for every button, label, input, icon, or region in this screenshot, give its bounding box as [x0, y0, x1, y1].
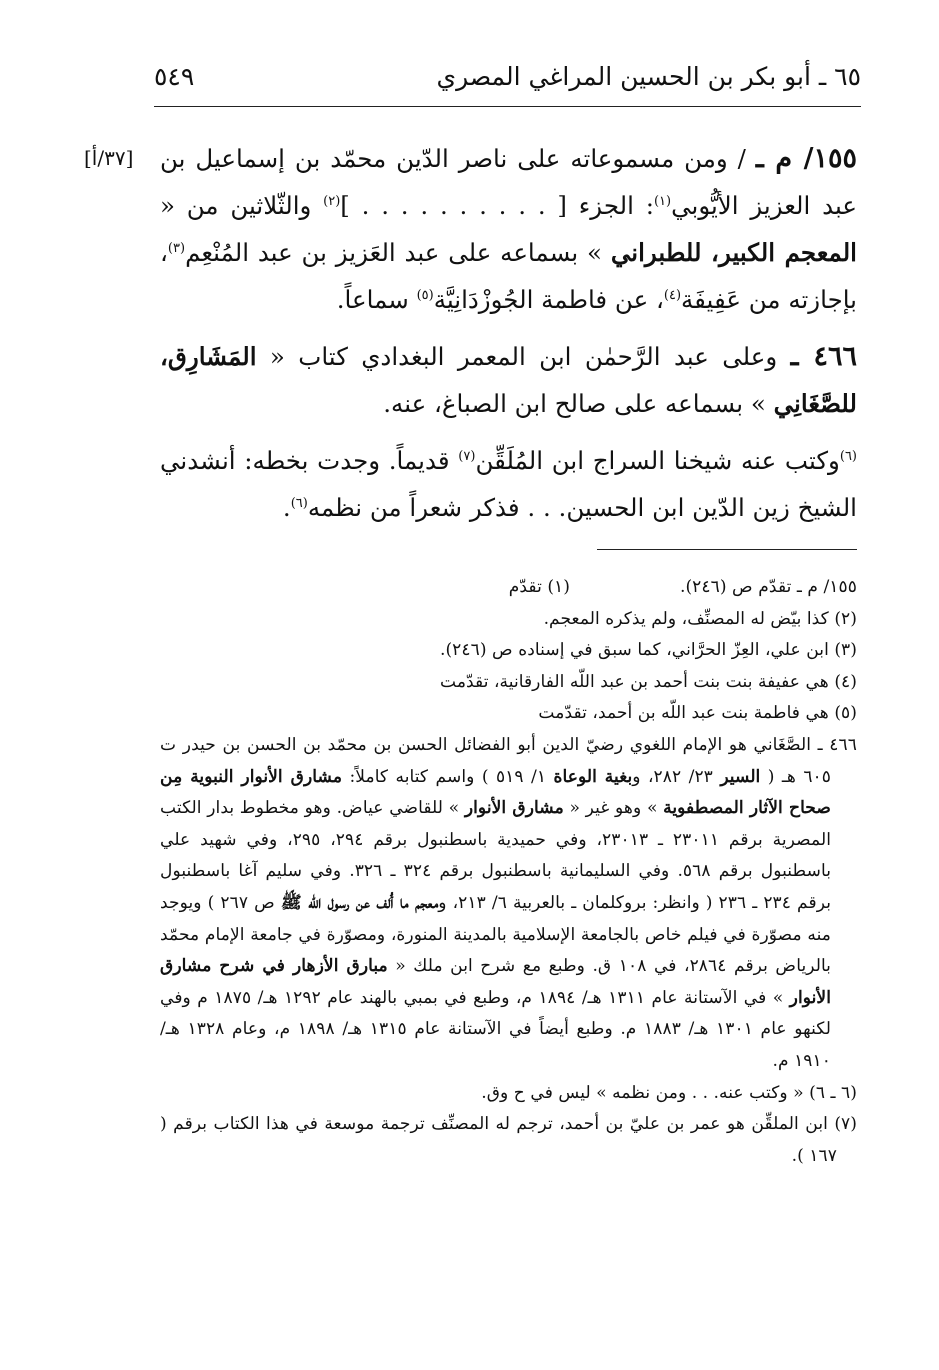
footnote-2: (٢) كذا بيّض له المصنِّف، ولم يذكره المعجم. — [543, 608, 857, 629]
footnote-text: ص ٢٦٧ ) ويوجد منه مصوّرة في فيلم خاص بالجامعة الإسلامية بالمدينة المنورة، ومصوّرة في جامعة الإمام محمّد بالرياض برقم ٢٨٦٤، في ١٠٨ ق. وطبع مع شرح ابن ملك « — [160, 892, 831, 977]
entry-text: » بسماعه على صالح ابن الصباغ، عنه. — [383, 389, 774, 418]
footnote-marker: (٧) — [458, 448, 476, 464]
footnote-4: (٤) هي عفيفة بنت بنت أحمد بن عبد اللّه الفارقانية، تقدّمت — [439, 671, 857, 692]
footnote-7: (٧) ابن الملقِّن هو عمر بن عليّ بن أحمد، ترجم له المصنِّف ترجمة موسعة في هذا الكتاب برقم ( ١٦٧ ). — [160, 1114, 857, 1166]
entry-text: سماعاً. — [336, 285, 417, 314]
cited-title: معجم ما أُلف عن رسول اللّه ﷺ — [280, 892, 439, 913]
entry-text: وكتب عنه شيخنا السراج ابن المُلَقِّن — [475, 446, 840, 475]
book-title: المعجم الكبير، للطبراني — [610, 238, 857, 267]
entry-text: ، عن فاطمة الجُوزْدَانِيَّة — [433, 285, 664, 314]
entry-text: : الجزء [ . . . . . . . . . . ] — [340, 191, 654, 220]
footnote-marker: (٤) — [663, 287, 682, 303]
cited-title: بغية الوعاة — [553, 766, 633, 787]
entry-number: ٤٦٦ ـ — [790, 341, 857, 372]
footnote-466 — [160, 730, 857, 1078]
footnote-3: (٣) ابن علي، العِزّ الحرَّاني، كما سبق في إسناده ص (٢٤٦). — [439, 640, 857, 661]
book-title: المَشَارِق، للصَّغَانِي — [160, 342, 857, 418]
footnote-marker: (٥) — [416, 287, 434, 303]
footnote-text: ٢٣/ ٢٨٢، و — [632, 766, 721, 787]
entry-text: / ومن مسموعاته على ناصر الدّين محمّد بن إسماعيل بن عبد العزيز الأيُّوبي — [160, 144, 857, 220]
footnote-marker: (١) — [653, 193, 672, 209]
footnote-text: » في الآستانة عام ١٣١١ هـ/ ١٨٩٤ م، وطبع في بمبي بالهند عام ١٢٩٢ هـ/ ١٨٧٥ م وفي لكنهو عام ١٣٠١ هـ/ ١٨٨٣ م. وطبع أيضاً في الآستانة عام ١٣١٥ هـ/ ١٨٩٨ م، وعام ١٣٢٨ هـ/ ١٩١٠ م. — [160, 987, 831, 1071]
margin-folio-ref: [٣٧/أ] — [84, 146, 134, 170]
entry-466 — [160, 333, 857, 427]
footnote-marker: (٣) — [167, 240, 186, 256]
cited-title: السير — [720, 766, 761, 787]
entry-text: » بسماعه على عبد العَزيز بن عبد المُنْعِم — [185, 238, 611, 267]
footnote-6: (٦ ـ ٦) « وكتب عنه. . . ومن نظمه » ليس في ح وق. — [481, 1082, 857, 1103]
footnote-separator — [597, 549, 857, 550]
running-title: ٦٥ ـ أبو بكر بن الحسين المراغي المصري — [436, 62, 861, 91]
footnote-155: ١٥٥/ م ـ تقدّم ص (٢٤٦). — [680, 577, 857, 597]
footnote-5: (٥) هي فاطمة بنت عبد اللّه بن أحمد، تقدّمت — [538, 703, 857, 724]
cited-title: مشارق الأنوار النبوية مِن صحاح الآثار المصطفوية — [160, 766, 831, 819]
main-text — [84, 135, 857, 531]
entry-text: . — [282, 493, 291, 522]
entry-note-paragraph — [160, 437, 857, 531]
footnote-text: » وهو غير « — [563, 798, 664, 819]
footnotes — [160, 572, 857, 1172]
footnote-marker: (٢) — [323, 193, 341, 209]
entry-number: ١٥٥/ م ـ — [755, 143, 857, 174]
cited-title: مبارق الأزهار في شرح مشارق الأنوار — [160, 956, 831, 1008]
footnote-text: ٤٦٦ ـ الصَّغَاني هو الإمام اللغوي رضيّ الدين أبو الفضائل الحسن بن محمّد بن الحسن بن حيدر ت ٦٠٥ هـ ( — [160, 734, 857, 787]
entry-text: وعلى عبد الرَّحمٰن ابن المعمر البغدادي كتاب « — [256, 342, 791, 371]
footnote-marker: (٦) — [839, 448, 857, 464]
page-number: ٥٤٩ — [154, 62, 195, 91]
footnote-marker: (٦) — [290, 495, 308, 511]
cited-title: مشارق الأنوار — [464, 798, 564, 819]
entry-text: والثّلاثين من « — [160, 191, 324, 220]
entry-155 — [84, 135, 857, 323]
footnote-row — [160, 572, 857, 604]
entry-text: قديماً. وجدت بخطه: أنشدني الشيخ زين الدّين ابن الحسين. . . فذكر شعراً من نظمه — [160, 446, 857, 522]
running-header — [154, 62, 861, 107]
footnote-text: » للقاضي عياض. وهو مخطوط بدار الكتب المصرية برقم ٢٣٠١١ ـ ٢٣٠١٣، وفي حميدية باسطنبول برقم ٢٩٤، ٢٩٥، وفي شهيد علي باسطنبول برقم ٥٦٨. وفي السليمانية باسطنبول برقم ٣٢٤ ـ ٣٢٦. وفي سليم آغا باسطنبول برقم ٢٣٤ ـ ٢٣٦ ( وانظر: بروكلمان ـ بالعربية ٦/ ٢١٣، و — [160, 798, 832, 913]
footnote-text: ١/ ٥١٩ ) واسم كتابه كاملاً: — [342, 766, 554, 787]
footnote-1: (١) تقدّم — [508, 577, 570, 597]
entry-text: ، بإجازته من عَفِيفَة — [160, 238, 857, 314]
